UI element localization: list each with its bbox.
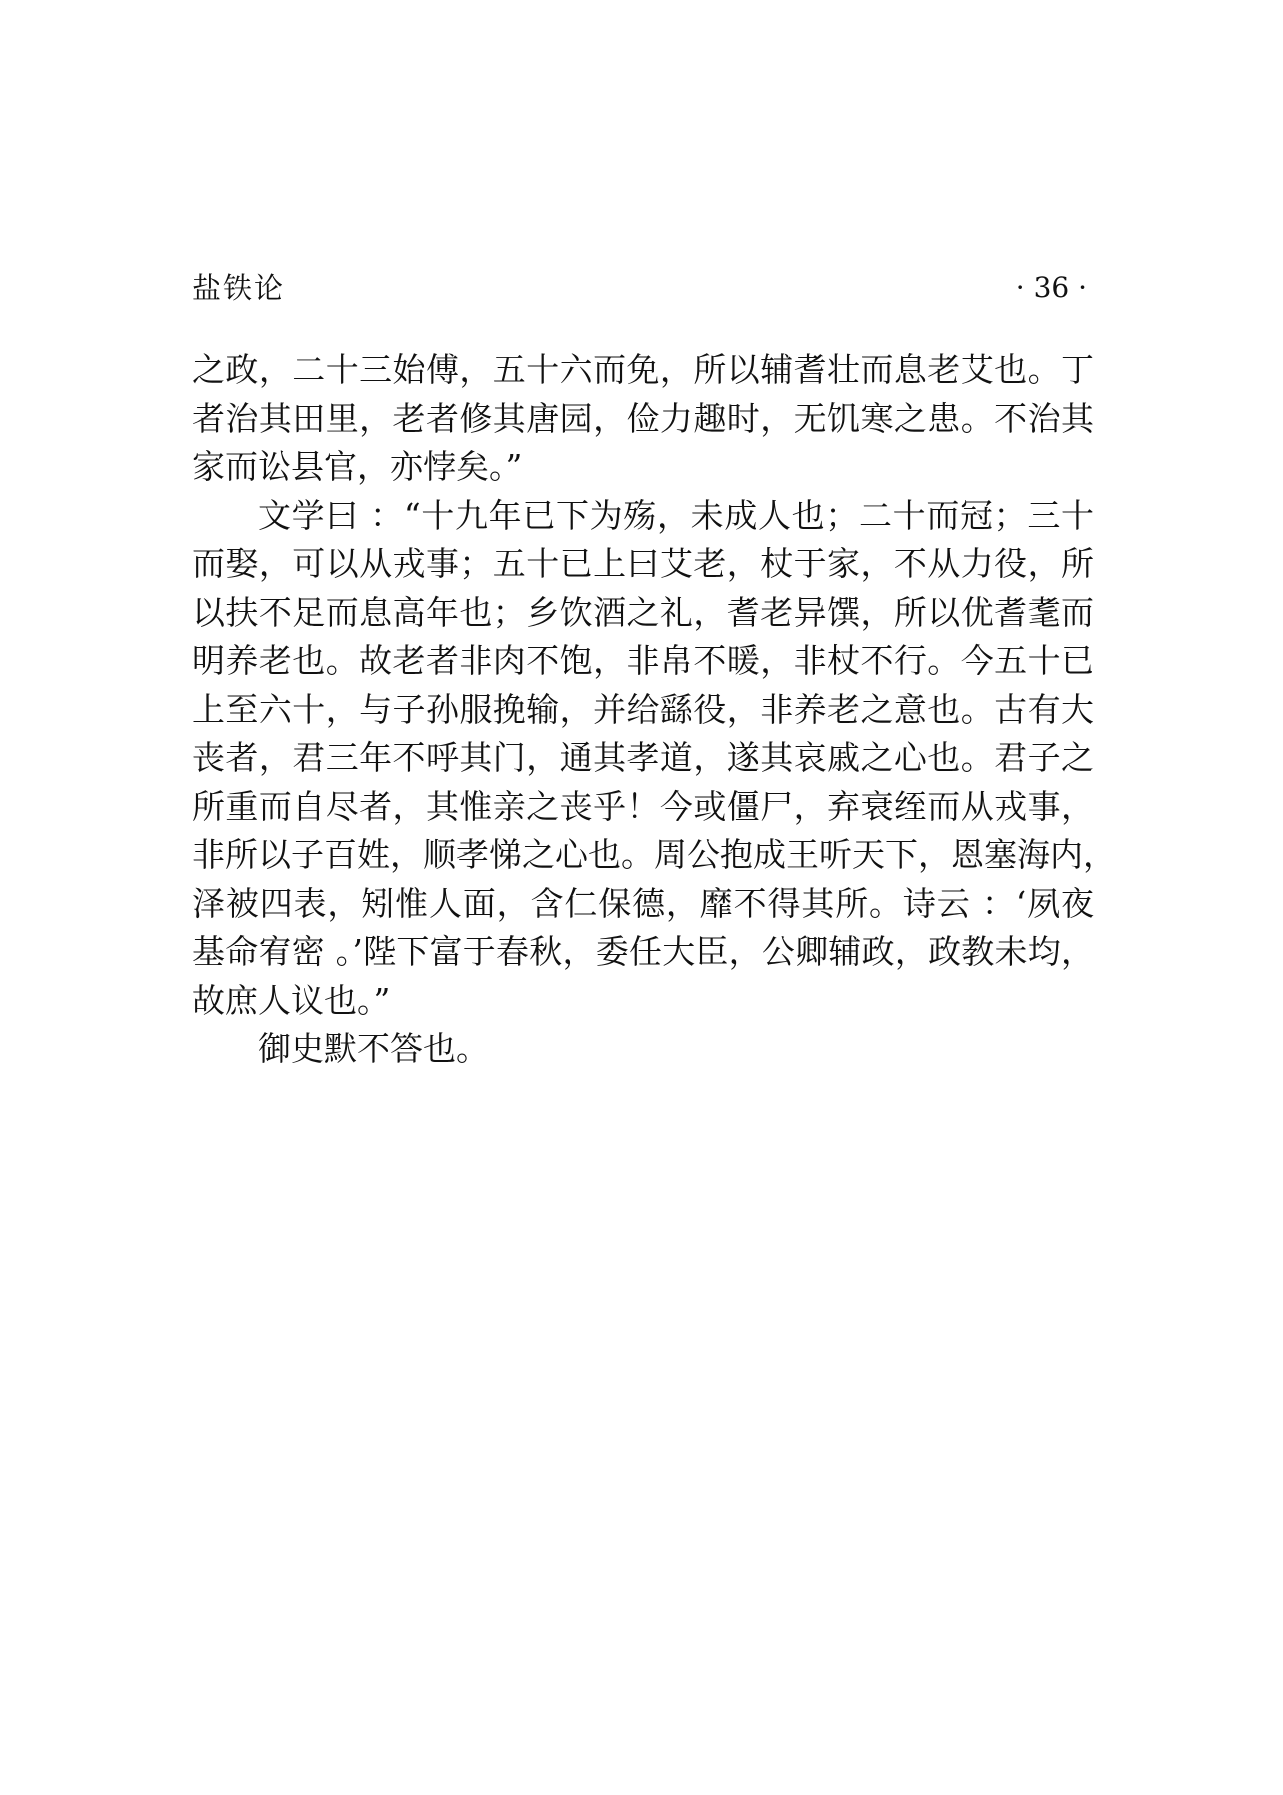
text-line: 之政，二十三始傅，五十六而免，所以辅耆壮而息老艾也。丁 xyxy=(192,350,1094,389)
text-line: 者治其田里，老者修其唐园，俭力趣时，无饥寒之患。不治其 xyxy=(192,398,1094,438)
text-line: 家而讼县官，亦悖矣。” xyxy=(192,447,523,486)
text-line: 故庶人议也。” xyxy=(192,980,391,1020)
text-line: 泽被四表，矧惟人面，含仁保德，靡不得其所。诗云 ：‘夙夜 xyxy=(192,883,1094,923)
text-line: 非所以子百姓，顺孝悌之心也。周公抱成王听天下，恩塞海内， xyxy=(192,835,1116,874)
text-line: 基命宥密 。’陛下富于春秋，委任大臣，公卿辅政，政教未均， xyxy=(192,932,1094,971)
text-line: 丧者，君三年不呼其门，通其孝道，遂其哀戚之心也。君子之 xyxy=(192,738,1094,777)
text-line: 以扶不足而息高年也；乡饮酒之礼，耆老异馔，所以优耆耄而 xyxy=(192,592,1094,632)
body-text xyxy=(192,346,1116,1074)
text-line: 上至六十，与子孙服挽输，并给繇役，非养老之意也。古有大 xyxy=(192,689,1094,729)
text-line: 所重而自尽者，其惟亲之丧乎！今或僵尸，弃衰绖而从戎事， xyxy=(192,786,1094,826)
text-line: 御史默不答也。 xyxy=(258,1029,489,1068)
page-number: · 36 · xyxy=(1015,271,1087,304)
text-line: 而娶，可以从戎事；五十已上曰艾老，杖于家，不从力役，所 xyxy=(192,544,1094,583)
text-line: 明养老也。故老者非肉不饱，非帛不暖，非杖不行。今五十已 xyxy=(192,641,1094,680)
text-line: 文学曰 ：“十九年已下为殇，未成人也；二十而冠；三十 xyxy=(258,495,1094,535)
book-title: 盐铁论 xyxy=(192,271,286,305)
